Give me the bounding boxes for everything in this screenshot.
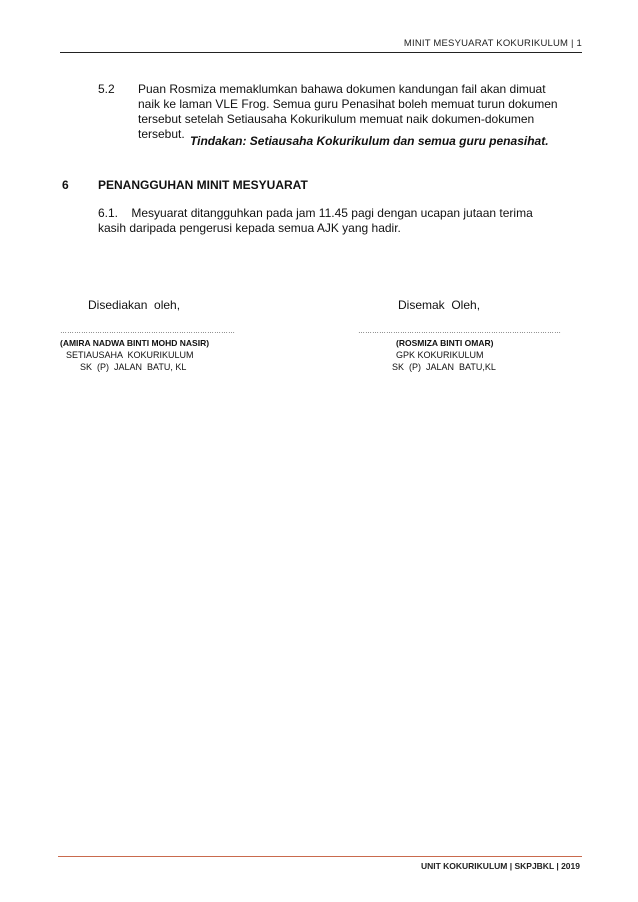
item-5-2-action: Tindakan: Setiausaha Kokurikulum dan semua guru penasihat. [190, 134, 549, 148]
signature-right-line: …………………………………………………………………………… [358, 328, 561, 335]
signature-left-line: ………………………………………………………………… [60, 328, 235, 335]
section-6-number: 6 [62, 178, 69, 192]
signature-right-label: Disemak Oleh, [398, 298, 481, 312]
page-footer-text: UNIT KOKURIKULUM | SKPJBKL | 2019 [420, 861, 580, 871]
signature-left-school: SK (P) JALAN BATU, KL [80, 362, 187, 372]
section-6-title: PENANGGUHAN MINIT MESYUARAT [98, 178, 308, 192]
signature-right-position: GPK KOKURIKULUM [396, 350, 484, 360]
header-divider [60, 52, 582, 53]
section-6-paragraph: 6.1. Mesyuarat ditangguhkan pada jam 11.45 pagi dengan ucapan jutaan terima kasih daripada pengerusi kepada semua AJK yang hadir. [98, 206, 537, 235]
signature-left-position: SETIAUSAHA KOKURIKULUM [66, 350, 194, 360]
signature-right-school: SK (P) JALAN BATU,KL [392, 362, 496, 372]
page-header-title: MINIT MESYUARAT KOKURIKULUM | 1 [403, 38, 582, 49]
item-5-2-text: Puan Rosmiza memaklumkan bahawa dokumen kandungan fail akan dimuat naik ke laman VLE Frog. Semua guru Penasihat boleh memuat turun dokumen tersebut setelah Setiausaha Kokurikulum memuat naik dokumen-dokumen tersebut. [138, 82, 558, 141]
footer-divider [58, 856, 582, 857]
item-5-2-number: 5.2 [98, 82, 115, 96]
signature-left-label: Disediakan oleh, [88, 298, 181, 312]
signature-right-name: (ROSMIZA BINTI OMAR) [396, 338, 494, 348]
signature-left-name: (AMIRA NADWA BINTI MOHD NASIR) [60, 338, 210, 348]
